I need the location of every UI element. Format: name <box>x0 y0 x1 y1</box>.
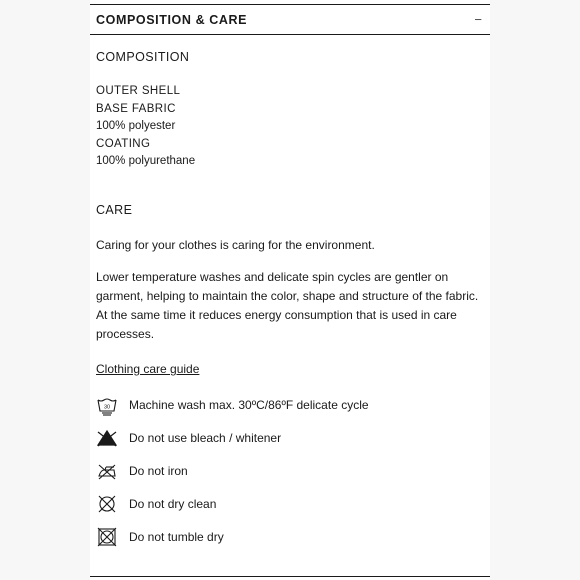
composition-heading: COMPOSITION <box>96 50 190 64</box>
care-body-text: Lower temperature washes and delicate spin cycles are gentler on garment, helping to maintain the color, shape and structure of the fabric. At the same time it reduces energy consumption that is used in care processes. <box>96 270 479 341</box>
care-instructions-list <box>96 388 482 553</box>
care-item-label: Do not iron <box>129 463 188 478</box>
bottom-divider <box>90 576 490 577</box>
care-intro-text: Caring for your clothes is caring for the environment. <box>96 238 375 252</box>
collapse-icon[interactable]: − <box>474 12 482 27</box>
care-item-label: Do not dry clean <box>129 496 217 511</box>
care-heading: CARE <box>96 203 133 217</box>
care-item-bleach <box>96 421 482 454</box>
composition-line: 100% polyurethane <box>96 155 196 168</box>
composition-line: OUTER SHELL <box>96 85 181 97</box>
no-iron-icon <box>96 460 118 482</box>
care-item-label: Do not use bleach / whitener <box>129 430 282 445</box>
care-item-iron <box>96 454 482 487</box>
wash-30-icon <box>96 394 118 416</box>
no-tumble-dry-icon <box>96 526 118 548</box>
no-dry-clean-icon <box>96 493 118 515</box>
clothing-care-guide-link[interactable]: Clothing care guide <box>96 362 200 376</box>
care-item-label: Machine wash max. 30ºC/86ºF delicate cycle <box>129 397 369 412</box>
care-item-tumble-dry <box>96 520 482 553</box>
no-bleach-icon <box>96 427 118 449</box>
composition-line: COATING <box>96 137 151 150</box>
accordion-title: COMPOSITION & CARE <box>96 12 248 27</box>
composition-care-panel <box>90 0 490 580</box>
accordion-header[interactable] <box>90 5 490 35</box>
svg-text:30: 30 <box>103 404 111 410</box>
composition-list <box>96 83 195 171</box>
care-item-dry-clean <box>96 487 482 520</box>
care-item-label: Do not tumble dry <box>129 529 224 544</box>
composition-line: 100% polyester <box>96 120 176 133</box>
care-item-wash <box>96 388 482 421</box>
composition-line: BASE FABRIC <box>96 102 176 115</box>
